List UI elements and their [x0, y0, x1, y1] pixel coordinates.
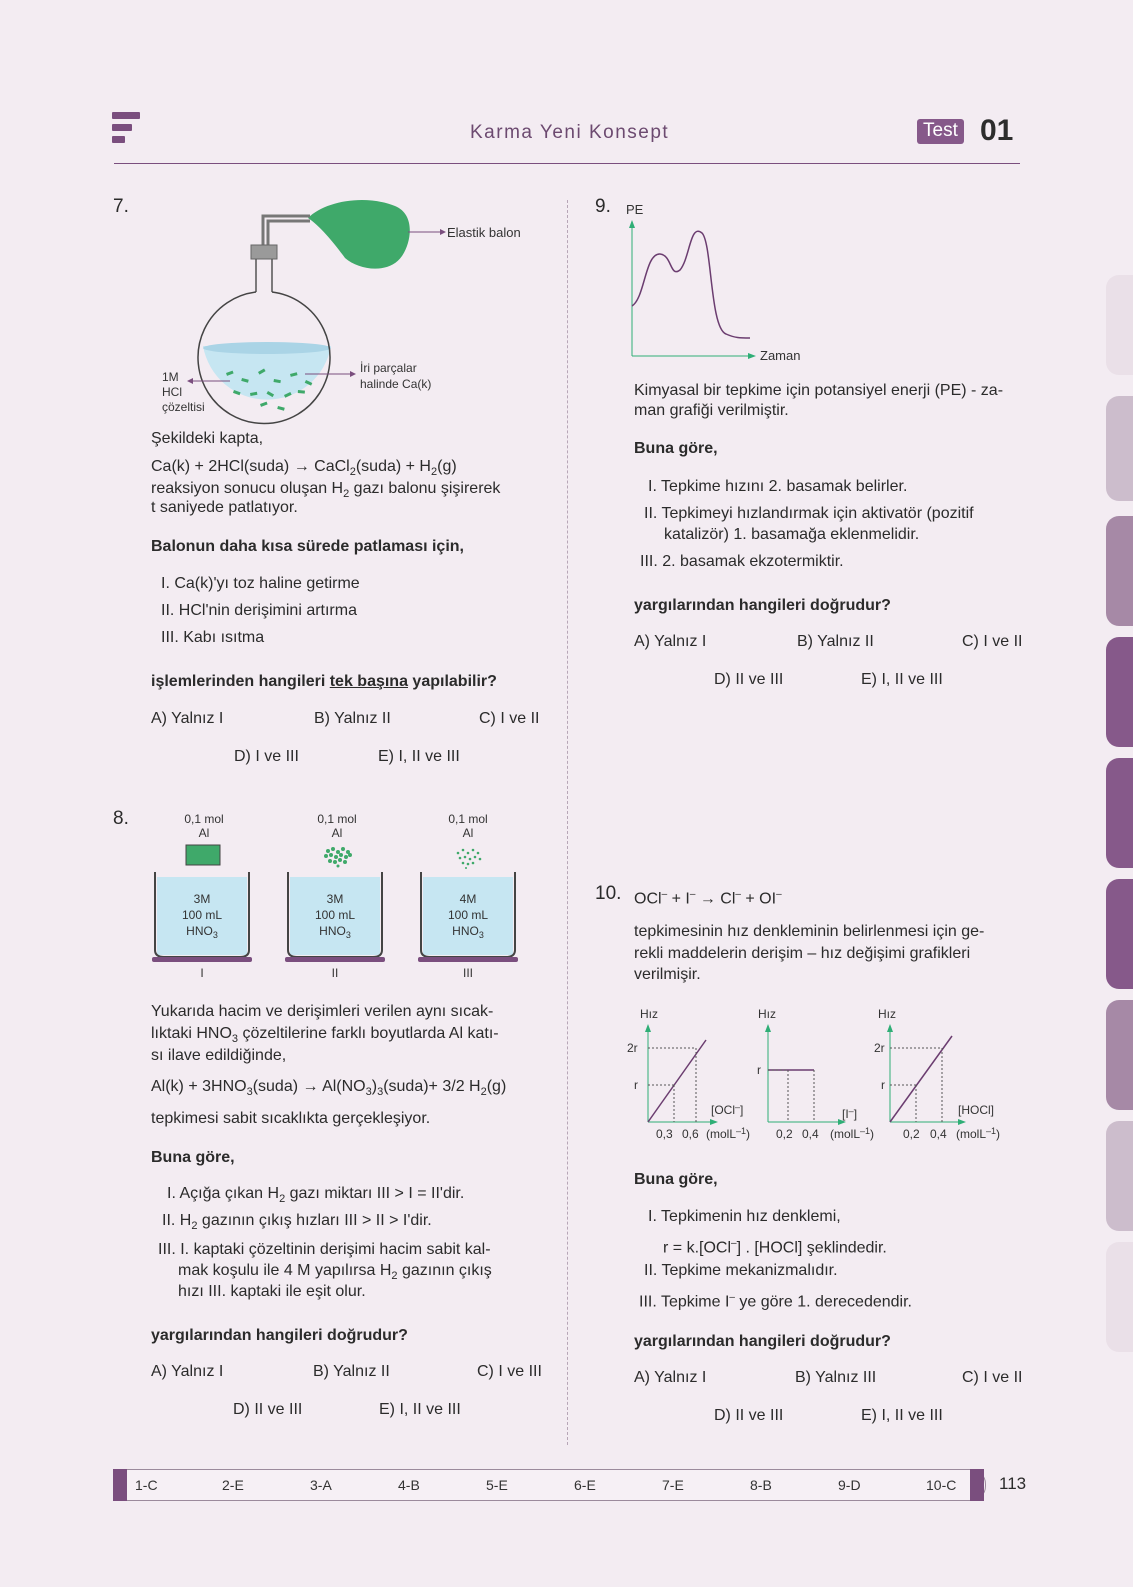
header-title: Karma Yeni Konsept — [470, 122, 670, 143]
svg-text:0,1 mol: 0,1 mol — [184, 812, 224, 826]
svg-text:HNO3: $HNO_3$ — [186, 924, 218, 940]
pieces-label: İri parçalar — [360, 361, 417, 375]
svg-text:III: III — [462, 966, 474, 980]
pe-curve — [632, 231, 750, 338]
choice-e[interactable]: E) I, II ve III — [861, 671, 943, 688]
balloon-label: Elastik balon — [447, 225, 521, 240]
q10-prompt: Buna göre, — [634, 1171, 718, 1188]
svg-text:[I–]: [I–] — [842, 1106, 858, 1121]
answer-key-item: 7-E — [662, 1477, 684, 1493]
svg-text:r: r — [881, 1078, 885, 1092]
answer-key-item: 2-E — [222, 1477, 244, 1493]
svg-text:PE: PE — [626, 202, 644, 217]
svg-text:0,2: 0,2 — [776, 1127, 793, 1141]
page-number: 113 — [999, 1474, 1027, 1493]
q9-item: III. 2. basamak ekzotermiktir. — [640, 553, 844, 570]
svg-text:0,2: 0,2 — [903, 1127, 920, 1141]
svg-text:Al: Al — [462, 826, 474, 840]
svg-text:4M: 4M — [459, 892, 477, 906]
flask-figure — [150, 196, 550, 426]
svg-text:0,3: 0,3 — [656, 1127, 673, 1141]
svg-text:Hız: Hız — [878, 1007, 896, 1021]
q7-stem-end: t saniyede patlatıyor. — [151, 499, 298, 516]
svg-text:HNO3: $HNO_3$ — [319, 924, 351, 940]
svg-text:0,1 mol: 0,1 mol — [448, 812, 488, 826]
q7-item: II. HCl'nin derişimini artırma — [161, 602, 357, 619]
svg-text:r: r — [757, 1063, 761, 1077]
q10-item: III. Tepkime I– ye göre 1. derecedendir. — [639, 1292, 912, 1311]
pieces-label: halinde Ca(k) — [360, 377, 432, 391]
answer-key-item: 9-D — [838, 1477, 861, 1493]
side-tab — [1106, 758, 1133, 868]
rate-graph-i — [757, 1007, 874, 1141]
choice-b[interactable]: B) Yalnız III — [795, 1369, 877, 1386]
q8-question: yargılarından hangileri doğrudur? — [151, 1327, 408, 1344]
q8-item: III. I. kaptaki çözeltinin derişimi hacim sabit kal- — [158, 1241, 491, 1258]
beaker-3 — [418, 812, 518, 980]
elastic-balloon — [308, 200, 410, 269]
q7-intro: Şekildeki kapta, — [151, 430, 264, 447]
q9-item: katalizör) 1. basamağa eklenmelidir. — [664, 526, 920, 543]
test-number: 01 — [980, 114, 1014, 147]
choice-c[interactable]: C) I ve III — [477, 1363, 542, 1380]
answer-key-item: 5-E — [486, 1477, 508, 1493]
side-tab — [1106, 637, 1133, 747]
q8-stem-end: tepkimesi sabit sıcaklıkta gerçekleşiyor. — [151, 1110, 431, 1127]
question-number: 7. — [113, 196, 129, 217]
solution-label: 1M — [162, 370, 179, 384]
choice-a[interactable]: A) Yalnız I — [634, 633, 707, 650]
rate-graph-ocl — [627, 1007, 750, 1141]
answer-key-item: 1-C — [135, 1477, 158, 1493]
q9-question: yargılarından hangileri doğrudur? — [634, 597, 891, 614]
header-rule — [114, 163, 1020, 164]
q8-stem: lıktaki $HNO_3$ çözeltilerine farklı boyutlarda Al katı- — [151, 1025, 499, 1046]
publisher-logo — [112, 112, 142, 152]
side-tab — [1106, 396, 1133, 501]
choice-d[interactable]: D) II ve III — [714, 1407, 784, 1424]
svg-text:0,4: 0,4 — [802, 1127, 819, 1141]
svg-text:2r: 2r — [627, 1041, 638, 1055]
svg-text:Hız: Hız — [640, 1007, 658, 1021]
svg-text:(molL–1): (molL$^{-1}$) — [830, 1126, 875, 1141]
beakers-figure — [150, 805, 540, 985]
svg-text:II: II — [331, 966, 339, 980]
choice-c[interactable]: C) I ve II — [962, 1369, 1023, 1386]
svg-text:Hız: Hız — [758, 1007, 776, 1021]
q8-item: hızı III. kaptaki ile eşit olur. — [178, 1283, 366, 1300]
svg-text:HNO3: $HNO_3$ — [452, 924, 484, 940]
solution-label: çözeltisi — [162, 400, 205, 414]
svg-text:r: r — [634, 1078, 638, 1092]
q8-stem: Yukarıda hacim ve derişimleri verilen aynı sıcak- — [151, 1003, 494, 1020]
side-tab — [1106, 879, 1133, 989]
rate-graph-hocl — [874, 1007, 1000, 1141]
svg-text:3M: 3M — [193, 892, 211, 906]
svg-text:(molL–1): (molL$^{-1}$) — [706, 1126, 751, 1141]
beaker-2 — [285, 812, 385, 980]
q9-stem: man grafiği verilmiştir. — [634, 402, 789, 419]
svg-text:Al: Al — [331, 826, 343, 840]
choice-e[interactable]: E) I, II ve III — [861, 1407, 943, 1424]
answer-key-item: 10-C — [926, 1477, 957, 1493]
rate-graphs — [627, 1000, 1020, 1160]
q10-item: I. Tepkimenin hız denklemi, — [648, 1208, 841, 1225]
answer-key-item: 3-A — [310, 1477, 332, 1493]
q10-question: yargılarından hangileri doğrudur? — [634, 1333, 891, 1350]
answer-key-left-cap — [113, 1469, 127, 1501]
choice-b[interactable]: B) Yalnız II — [314, 710, 391, 727]
q9-prompt: Buna göre, — [634, 440, 718, 457]
svg-text:Zaman: Zaman — [760, 348, 801, 363]
q9-item: II. Tepkimeyi hızlandırmak için aktivatör (pozitif — [644, 505, 974, 522]
q7-items — [161, 570, 360, 651]
choice-a[interactable]: A) Yalnız I — [634, 1369, 707, 1386]
q7-prompt: Balonun daha kısa sürede patlaması için, — [151, 538, 464, 555]
answer-key-item: 6-E — [574, 1477, 596, 1493]
q10-item: II. Tepkime mekanizmalıdır. — [644, 1262, 838, 1279]
svg-text:(molL–1): (molL$^{-1}$) — [956, 1126, 1001, 1141]
answer-key-item: 8-B — [750, 1477, 772, 1493]
side-tab — [1106, 1242, 1133, 1352]
answer-key-item: 4-B — [398, 1477, 420, 1493]
side-tab — [1106, 1000, 1133, 1110]
choice-d[interactable]: D) II ve III — [233, 1401, 303, 1418]
q7-question: işlemlerinden hangileri tek başına yapılabilir? — [151, 673, 497, 690]
svg-text:0,4: 0,4 — [930, 1127, 947, 1141]
q8-item: II. $H_2$ gazının çıkış hızları III > II > I'dir. — [162, 1212, 432, 1233]
svg-text:0,1 mol: 0,1 mol — [317, 812, 357, 826]
q7-item: I. Ca(k)'yı toz haline getirme — [161, 575, 360, 592]
svg-text:2r: 2r — [874, 1041, 885, 1055]
question-number: 8. — [113, 808, 129, 829]
svg-text:100 mL: 100 mL — [314, 908, 356, 922]
pe-time-graph — [620, 198, 830, 370]
choice-b[interactable]: B) Yalnız II — [797, 633, 874, 650]
svg-text:[HOCl]: [HOCl] — [958, 1103, 994, 1117]
q8-prompt: Buna göre, — [151, 1149, 235, 1166]
column-divider — [567, 200, 568, 1445]
q7-stem: reaksiyon sonucu oluşan $H_2$ gazı balonu şişirerek — [151, 480, 501, 501]
svg-text:100 mL: 100 mL — [447, 908, 489, 922]
q7-equation: Ca(k) + 2HCl(suda) → CaCl$_2$(suda) + $H_2(g)$ — [151, 458, 457, 479]
q10-stem: rekli maddelerin derişim – hız değişimi grafikleri — [634, 945, 971, 962]
q10-stem: verilmişir. — [634, 966, 701, 983]
choice-c[interactable]: C) I ve II — [479, 710, 540, 727]
svg-text:[OCl–]: [OCl–] — [711, 1102, 744, 1117]
svg-text:0,6: 0,6 — [682, 1127, 699, 1141]
q7-item: III. Kabı ısıtma — [161, 629, 265, 646]
q10-item: r = k.[OCl–] . [HOCl] şeklindedir. — [663, 1238, 887, 1257]
choice-b[interactable]: B) Yalnız II — [313, 1363, 390, 1380]
q8-stem: sı ilave edildiğinde, — [151, 1047, 287, 1064]
svg-text:Al: Al — [198, 826, 210, 840]
q9-stem: Kimyasal bir tepkime için potansiyel enerji (PE) - za- — [634, 382, 1004, 399]
choice-e[interactable]: E) I, II ve III — [379, 1401, 461, 1418]
choice-d[interactable]: D) I ve III — [234, 748, 299, 765]
question-number: 9. — [595, 196, 611, 217]
side-tab — [1106, 275, 1133, 375]
svg-text:I: I — [200, 966, 204, 980]
question-number: 10. — [595, 883, 622, 904]
solution-label: HCl — [162, 385, 182, 399]
q8-equation: $Al(k) + 3HNO_3(suda)$ → $Al(NO_3)_3(suda)+ 3/2$ $H_2(g)$ — [151, 1078, 507, 1099]
svg-text:100 mL: 100 mL — [181, 908, 223, 922]
test-badge: Test — [917, 119, 964, 144]
side-tab — [1106, 516, 1133, 626]
svg-text:3M: 3M — [326, 892, 344, 906]
q9-item: I. Tepkime hızını 2. basamak belirler. — [648, 478, 908, 495]
choice-a[interactable]: A) Yalnız I — [151, 1363, 224, 1380]
q8-item: I. Açığa çıkan $H_2$ gazı miktarı III > I = II'dir. — [167, 1185, 465, 1206]
choice-d[interactable]: D) II ve III — [714, 671, 784, 688]
answer-key-right-cap — [970, 1469, 984, 1501]
q10-stem: tepkimesinin hız denkleminin belirlenmesi için ge- — [634, 923, 985, 940]
side-tab — [1106, 1121, 1133, 1231]
q8-item: mak koşulu ile 4 M yapılırsa $H_2$ gazının çıkış — [178, 1262, 492, 1283]
choice-c[interactable]: C) I ve II — [962, 633, 1023, 650]
q10-reaction: OCl– + I– → Cl– + OI– — [634, 889, 782, 908]
beaker-1 — [152, 812, 252, 980]
choice-e[interactable]: E) I, II ve III — [378, 748, 460, 765]
choice-a[interactable]: A) Yalnız I — [151, 710, 224, 727]
